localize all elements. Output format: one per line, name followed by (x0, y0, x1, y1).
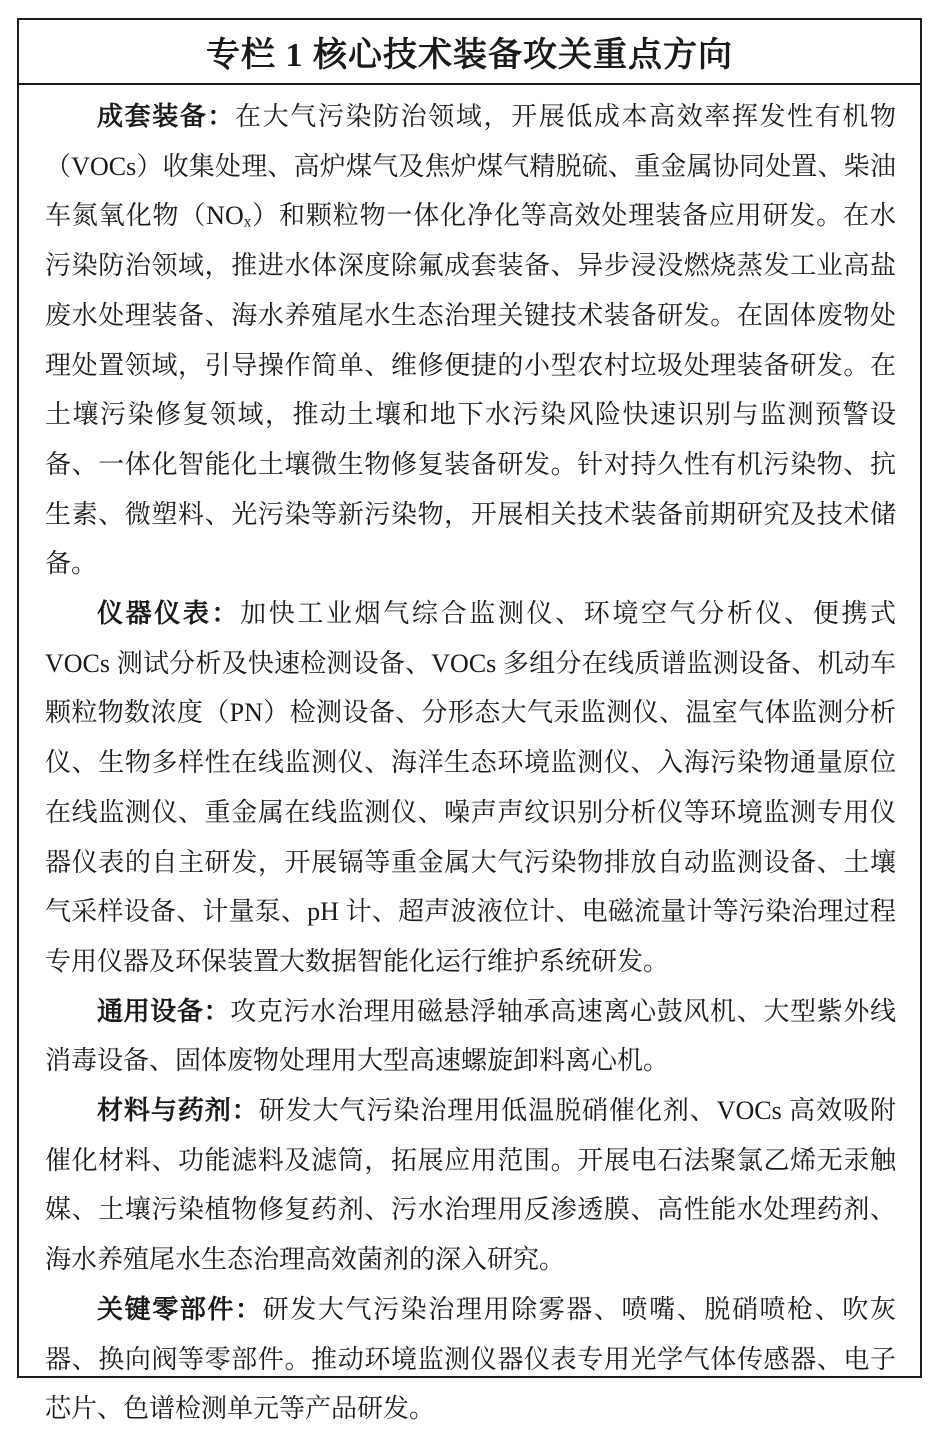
paragraph-key-components (45, 1285, 896, 1434)
panel-body (19, 85, 920, 1434)
paragraph-label: 成套装备： (97, 102, 236, 131)
paragraph-label: 通用设备： (97, 996, 231, 1026)
paragraph-text: 研发大气污染治理用除雾器、喷嘴、脱硝喷枪、吹灰器、换向阀等零部件。推动环境监测仪器仪表专用光学气体传感器、电子芯片、色谱检测单元等产品研发。 (45, 1294, 896, 1424)
paragraph-label: 仪器仪表： (97, 599, 241, 629)
paragraph-text: 攻克污水治理用磁悬浮轴承高速离心鼓风机、大型紫外线消毒设备、固体废物处理用大型高速螺旋卸料离心机。 (45, 996, 896, 1076)
paragraph-label: 关键零部件： (97, 1294, 263, 1324)
paragraph-materials-agents (45, 1086, 896, 1285)
paragraph-complete-equipment (45, 92, 896, 589)
paragraph-label: 材料与药剂： (97, 1096, 259, 1126)
panel-title: 专栏 1 核心技术装备攻关重点方向 (19, 20, 920, 85)
paragraph-text: 在大气污染防治领域，开展低成本高效率挥发性有机物（VOCs）收集处理、高炉煤气及焦炉煤气精脱硫、重金属协同处置、柴油车氮氧化物（NOₓ）和颗粒物一体化净化等高效处理装备应用研发。在水污染防治领域，推进水体深度除氟成套装备、异步浸没燃烧蒸发工业高盐废水处理装备、海水养殖尾水生态治理关键技术装备研发。在固体废物处理处置领域，引导操作简单、维修便捷的小型农村垃圾处理装备研发。在土壤污染修复领域，推动土壤和地下水污染风险快速识别与监测预警设备、一体化智能化土壤微生物修复装备研发。针对持久性有机污染物、抗生素、微塑料、光污染等新污染物，开展相关技术装备前期研究及技术储备。 (45, 102, 896, 579)
paragraph-text: 加快工业烟气综合监测仪、环境空气分析仪、便携式 VOCs 测试分析及快速检测设备、VOCs 多组分在线质谱监测设备、机动车颗粒物数浓度（PN）检测设备、分形态大气汞监测仪、温室气体监测分析仪、生物多样性在线监测仪、海洋生态环境监测仪、入海污染物通量原位在线监测仪、重金属在线监测仪、噪声声纹识别分析仪等环境监测专用仪器仪表的自主研发，开展镉等重金属大气污染物排放自动监测设备、土壤气采样设备、计量泵、pH 计、超声波液位计、电磁流量计等污染治理过程专用仪器及环保装置大数据智能化运行维护系统研发。 (45, 599, 896, 976)
special-column-box (17, 18, 922, 1424)
paragraph-general-equipment (45, 987, 896, 1086)
paragraph-instruments (45, 589, 896, 987)
paragraph-text: 研发大气污染治理用低温脱硝催化剂、VOCs 高效吸附催化材料、功能滤料及滤筒，拓展应用范围。开展电石法聚氯乙烯无汞触媒、土壤污染植物修复药剂、污水治理用反渗透膜、高性能水处理药剂、海水养殖尾水生态治理高效菌剂的深入研究。 (45, 1096, 896, 1275)
